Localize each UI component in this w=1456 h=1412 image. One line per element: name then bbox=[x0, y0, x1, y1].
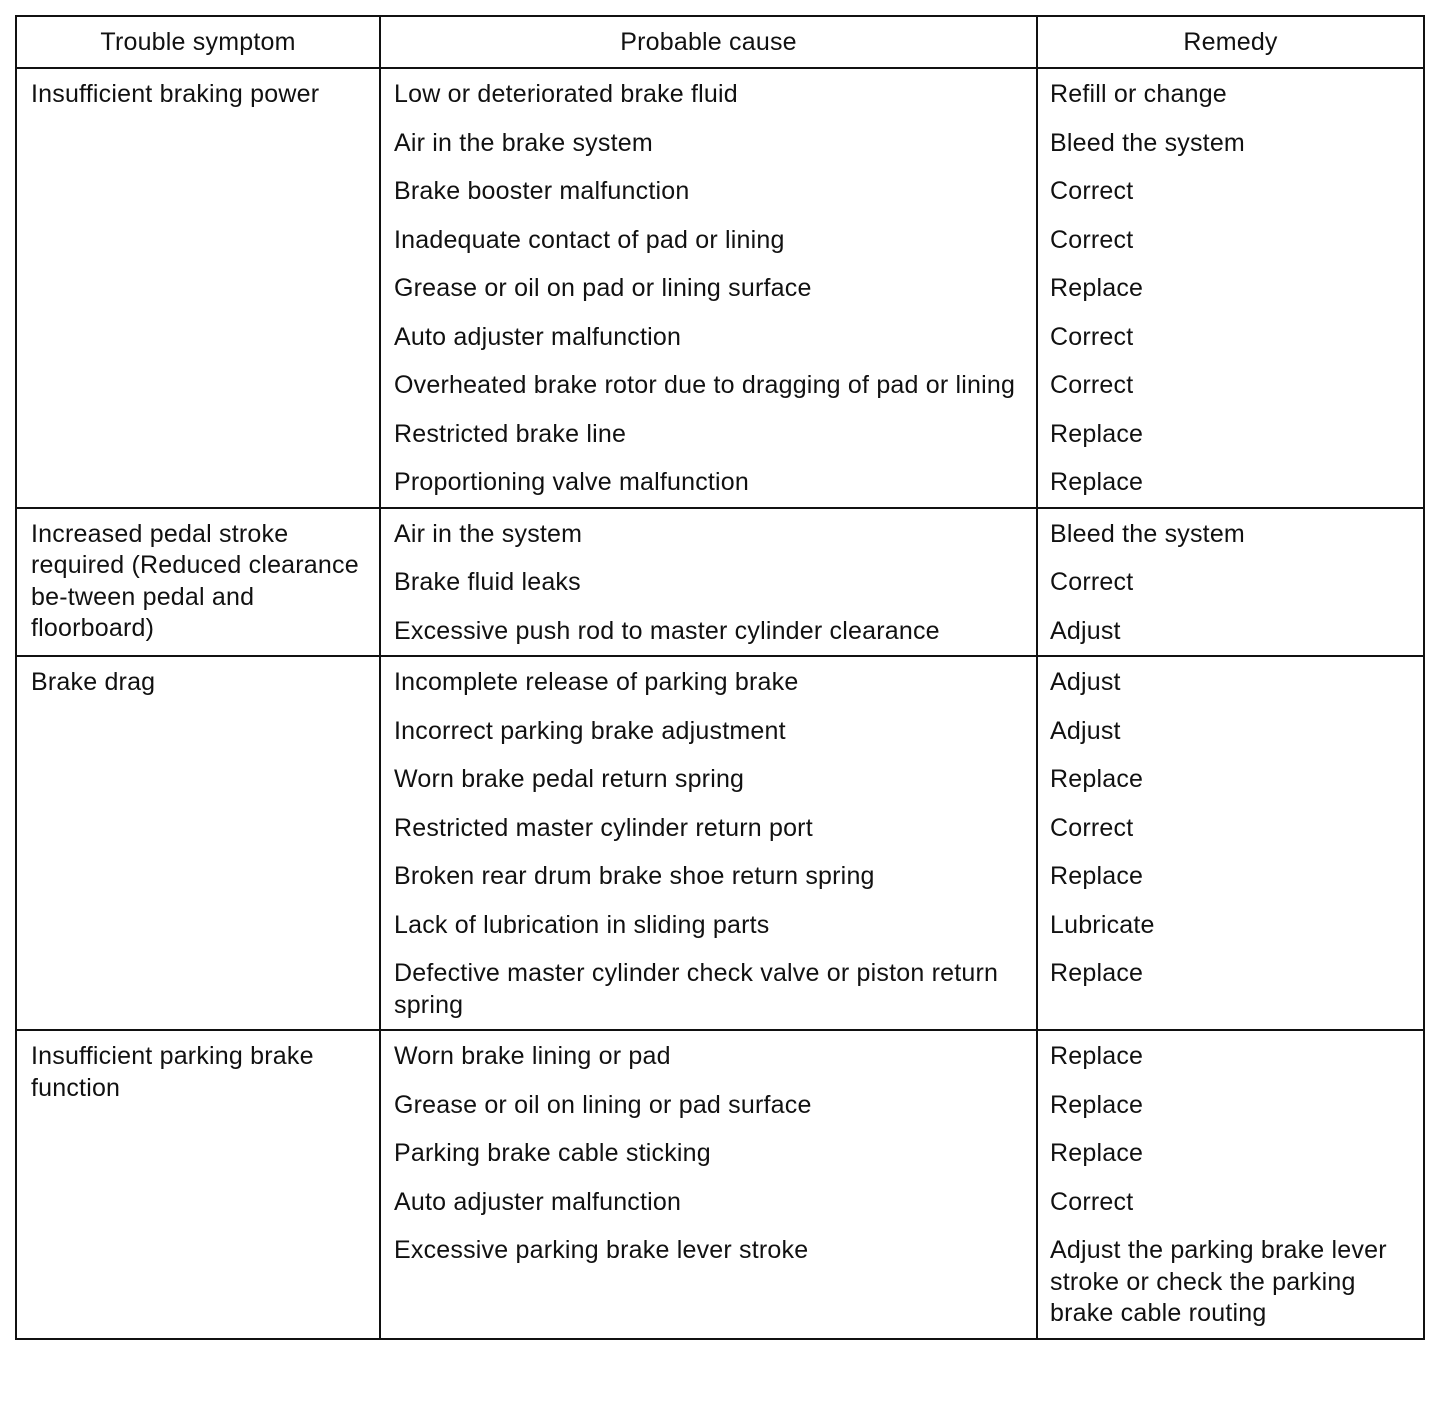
probable-cause-text: Brake fluid leaks bbox=[394, 568, 581, 596]
remedy-text: Correct bbox=[1050, 322, 1134, 351]
probable-cause-cell bbox=[380, 1030, 1037, 1080]
probable-cause-text: Restricted master cylinder return port bbox=[394, 813, 813, 842]
probable-cause-cell bbox=[380, 1177, 1037, 1226]
probable-cause-cell bbox=[380, 656, 1037, 706]
probable-cause-text: Grease or oil on pad or lining surface bbox=[394, 274, 812, 302]
probable-cause-cell bbox=[380, 166, 1037, 215]
header-remedy: Remedy bbox=[1037, 16, 1424, 68]
probable-cause-cell bbox=[380, 557, 1037, 606]
remedy-cell bbox=[1037, 1030, 1424, 1080]
remedy-cell bbox=[1037, 1128, 1424, 1177]
probable-cause-cell bbox=[380, 1128, 1037, 1177]
remedy-text: Correct bbox=[1050, 177, 1134, 205]
remedy-cell bbox=[1037, 215, 1424, 264]
probable-cause-text: Proportioning valve malfunction bbox=[394, 468, 750, 496]
remedy-text: Correct bbox=[1050, 225, 1134, 254]
probable-cause-cell bbox=[380, 457, 1037, 508]
remedy-text: Correct bbox=[1050, 1187, 1134, 1216]
probable-cause-text: Incorrect parking brake adjustment bbox=[394, 716, 786, 745]
remedy-cell bbox=[1037, 1080, 1424, 1129]
remedy-cell bbox=[1037, 1177, 1424, 1226]
probable-cause-text: Worn brake pedal return spring bbox=[394, 765, 745, 793]
probable-cause-cell bbox=[380, 754, 1037, 803]
probable-cause-cell bbox=[380, 606, 1037, 657]
probable-cause-text: Worn brake lining or pad bbox=[394, 1042, 671, 1070]
table-row bbox=[16, 1030, 1424, 1080]
remedy-cell bbox=[1037, 457, 1424, 508]
remedy-text: Refill or change bbox=[1050, 80, 1227, 108]
probable-cause-text: Restricted brake line bbox=[394, 419, 627, 448]
trouble-symptom-cell: Brake drag bbox=[16, 656, 380, 1030]
probable-cause-cell bbox=[380, 851, 1037, 900]
remedy-cell bbox=[1037, 900, 1424, 949]
probable-cause-text: Lack of lubrication in sliding parts bbox=[394, 910, 770, 939]
remedy-cell bbox=[1037, 118, 1424, 167]
remedy-text: Replace bbox=[1050, 468, 1144, 496]
trouble-symptom-cell: Insufficient parking brake function bbox=[16, 1030, 380, 1339]
remedy-cell bbox=[1037, 803, 1424, 852]
table-header bbox=[16, 16, 1424, 68]
probable-cause-text: Parking brake cable sticking bbox=[394, 1139, 711, 1167]
remedy-text: Adjust bbox=[1050, 668, 1121, 696]
probable-cause-text: Overheated brake rotor due to dragging of pad or lining bbox=[394, 371, 1016, 399]
remedy-text: Adjust bbox=[1050, 616, 1121, 645]
probable-cause-text: Low or deteriorated brake fluid bbox=[394, 80, 738, 108]
probable-cause-cell bbox=[380, 948, 1037, 1030]
symptom-group bbox=[16, 68, 1424, 508]
header-probable-cause: Probable cause bbox=[380, 16, 1037, 68]
remedy-cell bbox=[1037, 409, 1424, 458]
remedy-text: Bleed the system bbox=[1050, 128, 1245, 157]
troubleshooting-sheet bbox=[15, 15, 1423, 1340]
probable-cause-text: Auto adjuster malfunction bbox=[394, 1187, 682, 1216]
probable-cause-cell bbox=[380, 803, 1037, 852]
probable-cause-text: Inadequate contact of pad or lining bbox=[394, 225, 785, 254]
remedy-cell bbox=[1037, 68, 1424, 118]
probable-cause-text: Air in the system bbox=[394, 519, 583, 548]
probable-cause-cell bbox=[380, 1080, 1037, 1129]
remedy-text: Replace bbox=[1050, 1042, 1144, 1070]
remedy-cell bbox=[1037, 851, 1424, 900]
remedy-cell bbox=[1037, 557, 1424, 606]
table-row bbox=[16, 508, 1424, 558]
troubleshooting-table bbox=[15, 15, 1425, 1340]
probable-cause-text: Defective master cylinder check valve or piston return spring bbox=[394, 959, 999, 1019]
remedy-text: Correct bbox=[1050, 371, 1134, 399]
remedy-text: Replace bbox=[1050, 1090, 1144, 1119]
remedy-cell bbox=[1037, 166, 1424, 215]
remedy-cell bbox=[1037, 360, 1424, 409]
probable-cause-text: Excessive parking brake lever stroke bbox=[394, 1236, 809, 1264]
probable-cause-cell bbox=[380, 68, 1037, 118]
remedy-cell bbox=[1037, 656, 1424, 706]
remedy-cell bbox=[1037, 508, 1424, 558]
remedy-text: Bleed the system bbox=[1050, 519, 1245, 548]
table-row bbox=[16, 68, 1424, 118]
remedy-cell bbox=[1037, 706, 1424, 755]
remedy-text: Replace bbox=[1050, 765, 1144, 793]
remedy-text: Adjust bbox=[1050, 716, 1121, 745]
probable-cause-cell bbox=[380, 360, 1037, 409]
symptom-group bbox=[16, 508, 1424, 657]
probable-cause-text: Air in the brake system bbox=[394, 128, 653, 157]
remedy-text: Correct bbox=[1050, 568, 1134, 596]
remedy-text: Replace bbox=[1050, 862, 1144, 890]
remedy-cell bbox=[1037, 1225, 1424, 1339]
remedy-cell bbox=[1037, 263, 1424, 312]
remedy-cell bbox=[1037, 948, 1424, 1030]
remedy-text: Replace bbox=[1050, 419, 1144, 448]
header-trouble-symptom: Trouble symptom bbox=[16, 16, 380, 68]
remedy-text: Correct bbox=[1050, 813, 1134, 842]
probable-cause-text: Excessive push rod to master cylinder clearance bbox=[394, 616, 940, 645]
remedy-cell bbox=[1037, 312, 1424, 361]
trouble-symptom-cell: Insufficient braking power bbox=[16, 68, 380, 508]
remedy-text: Adjust the parking brake lever stroke or check the parking brake cable routing bbox=[1050, 1236, 1387, 1327]
probable-cause-text: Grease or oil on lining or pad surface bbox=[394, 1090, 812, 1119]
probable-cause-text: Brake booster malfunction bbox=[394, 177, 690, 205]
symptom-group bbox=[16, 656, 1424, 1030]
remedy-cell bbox=[1037, 754, 1424, 803]
probable-cause-cell bbox=[380, 215, 1037, 264]
probable-cause-text: Broken rear drum brake shoe return spring bbox=[394, 862, 875, 890]
probable-cause-cell bbox=[380, 409, 1037, 458]
probable-cause-cell bbox=[380, 1225, 1037, 1339]
probable-cause-cell bbox=[380, 900, 1037, 949]
remedy-text: Replace bbox=[1050, 274, 1144, 302]
remedy-text: Lubricate bbox=[1050, 910, 1155, 939]
remedy-text: Replace bbox=[1050, 1139, 1144, 1167]
probable-cause-cell bbox=[380, 263, 1037, 312]
probable-cause-text: Incomplete release of parking brake bbox=[394, 668, 799, 696]
probable-cause-text: Auto adjuster malfunction bbox=[394, 322, 682, 351]
probable-cause-cell bbox=[380, 118, 1037, 167]
header-row bbox=[16, 16, 1424, 68]
symptom-group bbox=[16, 1030, 1424, 1339]
remedy-text: Replace bbox=[1050, 959, 1144, 987]
probable-cause-cell bbox=[380, 312, 1037, 361]
probable-cause-cell bbox=[380, 508, 1037, 558]
remedy-cell bbox=[1037, 606, 1424, 657]
trouble-symptom-cell: Increased pedal stroke required (Reduced clearance be-tween pedal and floorboard) bbox=[16, 508, 380, 657]
table-row bbox=[16, 656, 1424, 706]
probable-cause-cell bbox=[380, 706, 1037, 755]
